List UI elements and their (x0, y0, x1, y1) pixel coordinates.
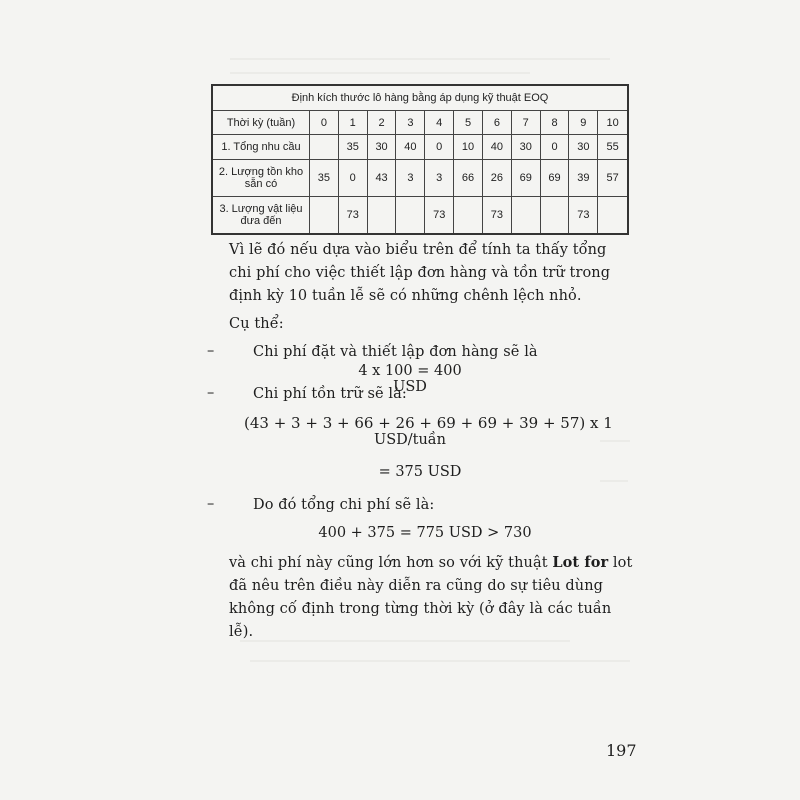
row-label-line: 2. Lượng tồn kho (218, 166, 304, 178)
conclusion-text: và chi phí này cũng lớn hơn so với kỹ thuật (229, 555, 553, 571)
table-cell (511, 197, 540, 235)
table-cell (540, 197, 569, 235)
bleed-through-line (230, 58, 610, 60)
paragraph-specifically: Cụ thể: (229, 316, 284, 332)
table-cell: 73 (569, 197, 598, 235)
row-label-total-demand: 1. Tổng nhu cầu (212, 135, 310, 160)
list-dash: – (207, 385, 215, 401)
period-cell: 4 (425, 111, 454, 135)
row-label-line: 3. Lượng vật liệu (219, 203, 303, 215)
bleed-through-line (600, 480, 628, 482)
table-cell: 73 (425, 197, 454, 235)
table-cell: 35 (310, 160, 339, 197)
period-cell: 3 (396, 111, 425, 135)
table-cell: 0 (425, 135, 454, 160)
table-row (212, 111, 628, 135)
table-cell: 40 (396, 135, 425, 160)
table-caption: Định kích thước lô hàng bằng áp dụng kỹ thuật EOQ (212, 85, 628, 111)
table-cell: 40 (482, 135, 511, 160)
table-cell: 3 (396, 160, 425, 197)
table-cell (598, 197, 628, 235)
list-item-holding-cost: Chi phí tồn trữ sẽ là: (253, 386, 407, 402)
table-cell: 10 (454, 135, 483, 160)
table-cell: 35 (338, 135, 367, 160)
table-cell (454, 197, 483, 235)
row-label-material-received (212, 197, 310, 235)
bleed-through-line (230, 72, 530, 74)
table-cell: 73 (482, 197, 511, 235)
table-cell: 3 (425, 160, 454, 197)
table-cell: 30 (511, 135, 540, 160)
row-label-line: đưa đến (240, 215, 282, 227)
table-row (212, 197, 628, 235)
period-cell: 7 (511, 111, 540, 135)
period-cell: 10 (598, 111, 628, 135)
table-cell: 69 (511, 160, 540, 197)
period-cell: 5 (454, 111, 483, 135)
period-cell: 1 (338, 111, 367, 135)
list-item-total-cost: Do đó tổng chi phí sẽ là: (253, 497, 435, 513)
page-number: 197 (606, 741, 637, 760)
table-cell: 0 (540, 135, 569, 160)
lot-for-lot-term: Lot for (552, 554, 609, 571)
period-cell: 8 (540, 111, 569, 135)
eoq-lot-sizing-table (211, 84, 629, 235)
table-cell: 69 (540, 160, 569, 197)
list-item-ordering-cost: Chi phí đặt và thiết lập đơn hàng sẽ là (253, 344, 538, 360)
bleed-through-line (600, 440, 630, 442)
table-cell: 30 (367, 135, 396, 160)
paragraph-intro: Vì lẽ đó nếu dựa vào biểu trên để tính ta thấy tổng chi phí cho việc thiết lập đơn hàng và tồn trữ trong định kỳ 10 tuần lễ sẽ có những chênh lệch nhỏ. (229, 242, 611, 304)
table-row (212, 160, 628, 197)
table-cell (396, 197, 425, 235)
row-label-on-hand-inventory (212, 160, 310, 197)
formula-total-cost: 400 + 375 = 775 USD > 730 (318, 525, 532, 541)
table-cell: 39 (569, 160, 598, 197)
row-label-line: sẵn có (244, 178, 278, 190)
table-cell: 43 (367, 160, 396, 197)
table-cell: 73 (338, 197, 367, 235)
table-cell: 57 (598, 160, 628, 197)
period-header-label: Thời kỳ (tuần) (212, 111, 310, 135)
list-dash: – (207, 343, 215, 359)
table-cell: 0 (338, 160, 367, 197)
list-dash: – (207, 496, 215, 512)
table-cell (310, 135, 339, 160)
bleed-through-line (250, 660, 630, 662)
formula-holding-cost-line1: (43 + 3 + 3 + 66 + 26 + 69 + 69 + 39 + 57) x 1 (244, 414, 613, 432)
formula-ordering-cost: 4 x 100 = 400 USD (358, 363, 462, 395)
formula-holding-cost-line2: USD/tuần (373, 432, 447, 448)
table-cell: 26 (482, 160, 511, 197)
paragraph-conclusion (229, 551, 639, 644)
table-cell: 55 (598, 135, 628, 160)
conclusion-text: lot đã nêu trên điều này diễn ra cũng do sự tiêu dùng không cố định trong từng thời kỳ (ở đây là các tuần lễ). (229, 555, 633, 640)
table-cell: 30 (569, 135, 598, 160)
table-cell (310, 197, 339, 235)
table-cell (367, 197, 396, 235)
table-row (212, 135, 628, 160)
period-cell: 2 (367, 111, 396, 135)
table-cell: 66 (454, 160, 483, 197)
period-cell: 9 (569, 111, 598, 135)
formula-holding-cost-result: = 375 USD (378, 464, 462, 480)
period-cell: 0 (310, 111, 339, 135)
period-cell: 6 (482, 111, 511, 135)
